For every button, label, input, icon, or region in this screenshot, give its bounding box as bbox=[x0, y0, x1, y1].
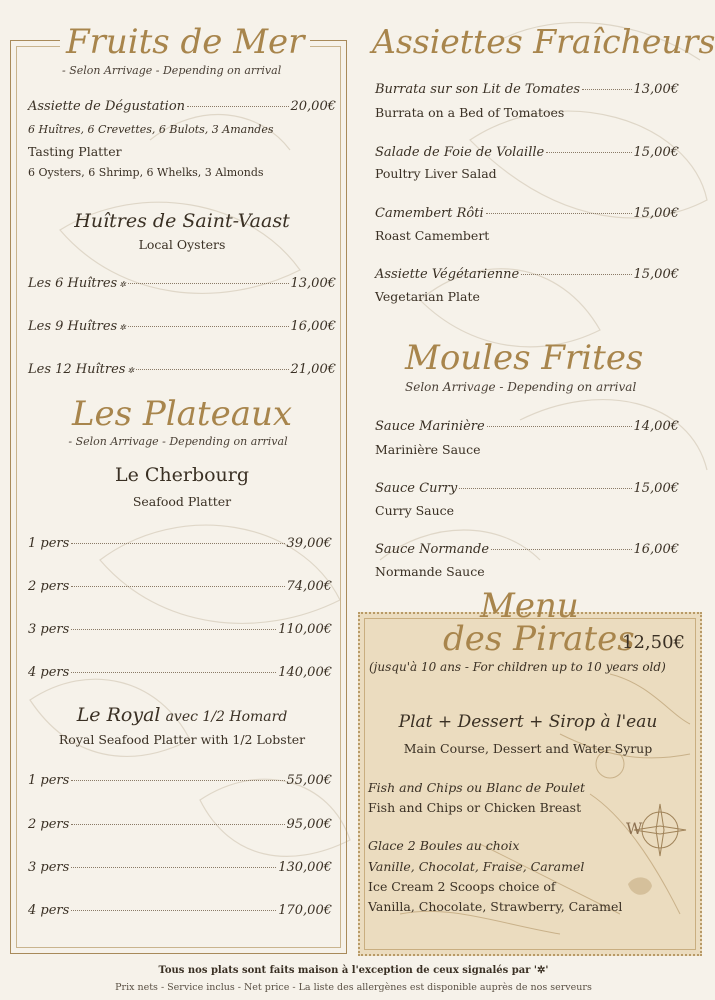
pirates-main-fr: Fish and Chips ou Blanc de Poulet bbox=[368, 780, 586, 795]
assiettes-title: Assiettes Fraîcheurs bbox=[372, 22, 715, 61]
item-price: 95,00€ bbox=[286, 817, 332, 832]
menu-line-cherbourg-3 bbox=[28, 622, 332, 637]
item-price: 55,00€ bbox=[286, 773, 332, 788]
cherbourg-heading: Le Cherbourg bbox=[114, 464, 250, 486]
homemade-star-icon: ✲ bbox=[119, 323, 126, 332]
item-label: 3 pers bbox=[28, 860, 70, 875]
dot-leader bbox=[582, 89, 631, 90]
compass-letter: W bbox=[626, 819, 643, 838]
dot-leader bbox=[491, 549, 631, 550]
oysters-heading: Huîtres de Saint-Vaast bbox=[74, 210, 290, 232]
item-label: 2 pers bbox=[28, 579, 70, 594]
menu-line-curry bbox=[375, 481, 679, 496]
item-price: 130,00€ bbox=[278, 860, 332, 875]
item-label: 4 pers bbox=[28, 665, 70, 680]
royal-subheading: Royal Seafood Platter with 1/2 Lobster bbox=[58, 732, 306, 747]
item-price: 15,00€ bbox=[633, 206, 679, 221]
dot-leader bbox=[136, 369, 288, 370]
camembert-en: Roast Camembert bbox=[375, 228, 490, 243]
item-label: Les 6 Huîtres bbox=[28, 276, 118, 291]
dot-leader bbox=[459, 488, 631, 489]
dot-leader bbox=[71, 910, 276, 911]
menu-line-royal-4 bbox=[28, 903, 332, 918]
menu-line-9-oysters bbox=[28, 319, 336, 334]
dot-leader bbox=[521, 274, 631, 275]
plateaux-subtitle: - Selon Arrivage - Depending on arrival bbox=[68, 435, 288, 448]
item-price: 15,00€ bbox=[633, 145, 679, 160]
pirates-dessert-en-1: Ice Cream 2 Scoops choice of bbox=[368, 879, 556, 894]
homemade-star-icon: ✲ bbox=[119, 280, 126, 289]
royal-heading bbox=[0, 704, 364, 726]
fruits-de-mer-subtitle: - Selon Arrivage - Depending on arrival bbox=[62, 64, 282, 77]
item-label: Burrata sur son Lit de Tomates bbox=[375, 82, 581, 97]
item-label: Salade de Foie de Volaille bbox=[375, 145, 545, 160]
pirates-dessert-fr-1: Glace 2 Boules au choix bbox=[368, 838, 520, 853]
menu-line-cherbourg-4 bbox=[28, 665, 332, 680]
menu-line-cherbourg-1 bbox=[28, 536, 332, 551]
dot-leader bbox=[71, 586, 284, 587]
homemade-star-icon: ✲ bbox=[127, 366, 135, 375]
item-label: Les 12 Huîtres bbox=[28, 362, 126, 377]
pirates-title-line1: Menu bbox=[480, 586, 579, 626]
menu-line-12-oysters bbox=[28, 362, 336, 377]
menu-line-burrata bbox=[375, 82, 679, 97]
menu-line-mariniere bbox=[375, 419, 679, 434]
dot-leader bbox=[546, 152, 631, 153]
normande-en: Normande Sauce bbox=[375, 564, 485, 579]
item-price: 110,00€ bbox=[278, 622, 332, 637]
royal-title: Le Royal bbox=[76, 704, 161, 726]
item-price: 170,00€ bbox=[278, 903, 332, 918]
menu-line-6-oysters bbox=[28, 276, 336, 291]
menu-line-royal-2 bbox=[28, 817, 332, 832]
dot-leader bbox=[71, 824, 284, 825]
menu-line-royal-3 bbox=[28, 860, 332, 875]
dot-leader bbox=[486, 213, 632, 214]
item-label: Les 9 Huîtres bbox=[28, 319, 118, 334]
pirates-dessert-fr-2: Vanille, Chocolat, Fraise, Caramel bbox=[368, 859, 585, 874]
dot-leader bbox=[128, 283, 289, 284]
burrata-en: Burrata on a Bed of Tomatoes bbox=[375, 105, 565, 120]
curry-en: Curry Sauce bbox=[375, 503, 455, 518]
item-label: Sauce Marinière bbox=[375, 419, 485, 434]
menu-line-liver-salad bbox=[375, 145, 679, 160]
tasting-details-en: 6 Oysters, 6 Shrimp, 6 Whelks, 3 Almonds bbox=[28, 166, 264, 179]
item-price: 39,00€ bbox=[286, 536, 332, 551]
dot-leader bbox=[71, 780, 284, 781]
item-price: 13,00€ bbox=[290, 276, 336, 291]
item-label: Sauce Normande bbox=[375, 542, 490, 557]
item-label: Camembert Rôti bbox=[375, 206, 484, 221]
pirates-dessert-en-2: Vanilla, Chocolate, Strawberry, Caramel bbox=[368, 899, 623, 914]
compass-rose-icon bbox=[626, 800, 690, 860]
dot-leader bbox=[487, 426, 632, 427]
item-label: Assiette Végétarienne bbox=[375, 267, 520, 282]
item-price: 74,00€ bbox=[286, 579, 332, 594]
menu-line-tasting bbox=[28, 99, 336, 114]
item-price: 14,00€ bbox=[633, 419, 679, 434]
dot-leader bbox=[71, 629, 276, 630]
tasting-details-fr: 6 Huîtres, 6 Crevettes, 6 Bulots, 3 Amandes bbox=[28, 123, 274, 136]
pirates-formula: Plat + Dessert + Sirop à l'eau bbox=[398, 712, 658, 732]
item-label: 3 pers bbox=[28, 622, 70, 637]
item-price: 15,00€ bbox=[633, 481, 679, 496]
footer-price-note: Prix nets - Service inclus - Net price - La liste des allergènes est disponible auprès de nos serveurs bbox=[115, 982, 592, 993]
liver-salad-en: Poultry Liver Salad bbox=[375, 166, 497, 181]
menu-line-cherbourg-2 bbox=[28, 579, 332, 594]
item-label: 1 pers bbox=[28, 773, 70, 788]
pirates-formula-en: Main Course, Dessert and Water Syrup bbox=[403, 741, 653, 756]
footer-homemade-note: Tous nos plats sont faits maison à l'exception de ceux signalés par '✲' bbox=[158, 965, 549, 976]
dot-leader bbox=[128, 326, 289, 327]
mariniere-en: Marinière Sauce bbox=[375, 442, 481, 457]
item-price: 140,00€ bbox=[278, 665, 332, 680]
item-price: 20,00€ bbox=[290, 99, 336, 114]
moules-subtitle: Selon Arrivage - Depending on arrival bbox=[405, 380, 637, 394]
item-label: 4 pers bbox=[28, 903, 70, 918]
dot-leader bbox=[71, 543, 284, 544]
dot-leader bbox=[71, 672, 276, 673]
pirates-main-en: Fish and Chips or Chicken Breast bbox=[368, 800, 582, 815]
item-label: Sauce Curry bbox=[375, 481, 458, 496]
tasting-name-en: Tasting Platter bbox=[28, 144, 122, 159]
dot-leader bbox=[71, 867, 276, 868]
item-price: 13,00€ bbox=[633, 82, 679, 97]
item-price: 16,00€ bbox=[633, 542, 679, 557]
menu-line-royal-1 bbox=[28, 773, 332, 788]
menu-line-normande bbox=[375, 542, 679, 557]
pirates-title-line2: des Pirates bbox=[443, 619, 635, 659]
item-price: 15,00€ bbox=[633, 267, 679, 282]
pirates-age-note: (jusqu'à 10 ans - For children up to 10 years old) bbox=[369, 660, 666, 674]
menu-line-vegetarian bbox=[375, 267, 679, 282]
fruits-de-mer-title: Fruits de Mer bbox=[60, 22, 310, 62]
item-price: 16,00€ bbox=[290, 319, 336, 334]
plateaux-title: Les Plateaux bbox=[71, 394, 293, 434]
moules-title: Moules Frites bbox=[405, 338, 644, 378]
item-label: Assiette de Dégustation bbox=[28, 99, 186, 114]
menu-line-camembert bbox=[375, 206, 679, 221]
royal-title-extra: avec 1/2 Homard bbox=[165, 709, 288, 725]
dot-leader bbox=[187, 106, 288, 107]
vegetarian-en: Vegetarian Plate bbox=[375, 289, 480, 304]
oysters-subheading: Local Oysters bbox=[138, 237, 226, 252]
pirates-price: 12,50€ bbox=[622, 632, 685, 653]
cherbourg-subheading: Seafood Platter bbox=[132, 494, 232, 509]
item-label: 1 pers bbox=[28, 536, 70, 551]
item-price: 21,00€ bbox=[290, 362, 336, 377]
item-label: 2 pers bbox=[28, 817, 70, 832]
